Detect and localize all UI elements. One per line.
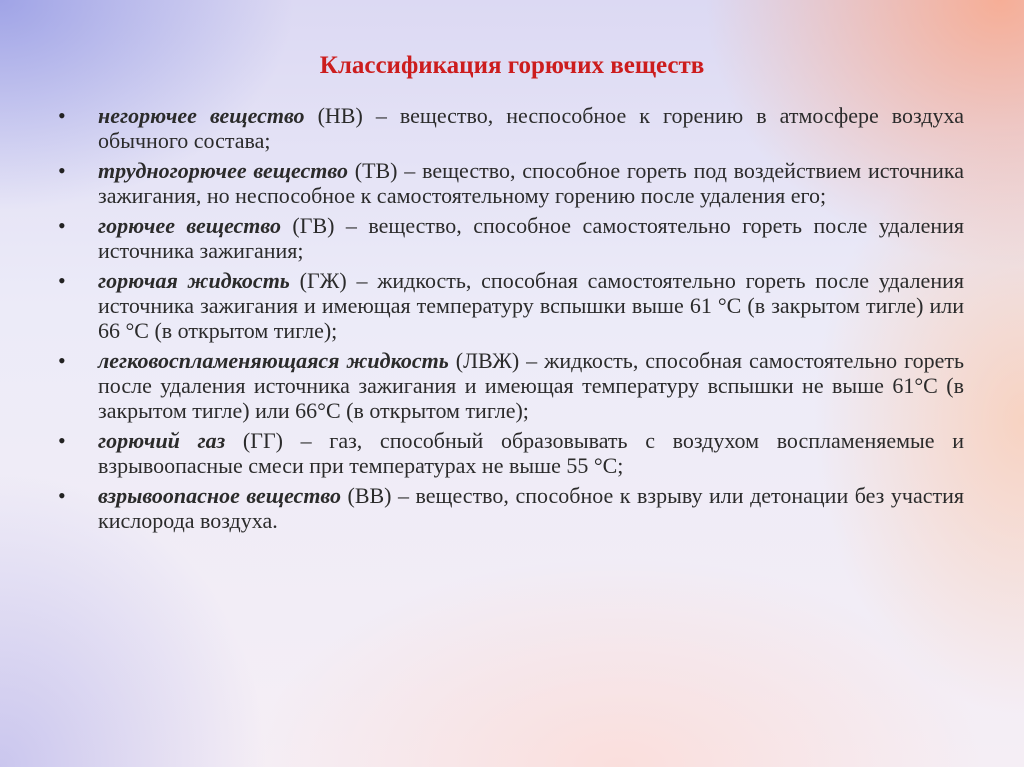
item-term: трудногорючее вещество — [98, 158, 348, 183]
item-definition: (ЛВЖ) – жидкость, способная самостоятельно гореть после удаления источника зажигания и имеющая температуру вспышки не выше 61°С (в закрытом тигле) или 66°С (в открытом тигле); — [98, 348, 965, 423]
item-text — [98, 103, 964, 153]
list-item — [58, 428, 964, 478]
list-item — [58, 483, 964, 533]
item-definition: (НВ) – вещество, неспособное к горению в атмосфере воздуха обычного состава; — [98, 103, 964, 153]
list-item — [58, 103, 964, 153]
bullet-icon: • — [58, 213, 66, 238]
item-definition: (ГЖ) – жидкость, способная самостоятельно гореть после удаления источника зажигания и имеющая температуру вспышки выше 61 °С (в закрытом тигле) или 66 °С (в открытом тигле); — [98, 268, 964, 343]
bullet-icon: • — [58, 158, 66, 183]
item-text — [98, 483, 964, 533]
bullet-icon: • — [58, 348, 66, 373]
list-item — [58, 268, 964, 343]
item-term: негорючее вещество — [98, 103, 305, 128]
item-term: горючий газ — [98, 428, 226, 453]
item-term: горючее вещество — [98, 213, 281, 238]
bullet-icon: • — [58, 428, 66, 453]
definition-list — [58, 103, 964, 538]
item-term: легковоспламеняющаяся жидкость — [98, 348, 449, 373]
bullet-icon: • — [58, 103, 66, 128]
item-text — [98, 348, 964, 423]
item-text — [98, 428, 964, 478]
bullet-icon: • — [58, 483, 66, 508]
slide-title: Классификация горючих веществ — [319, 52, 705, 79]
item-term: взрывоопасное вещество — [98, 483, 341, 508]
bullet-icon: • — [58, 268, 66, 293]
item-definition: (ГВ) – вещество, способное самостоятельно гореть после удаления источника зажигания; — [98, 213, 964, 263]
item-definition: (ГГ) – газ, способный образовывать с воздухом воспламеняемые и взрывоопасные смеси при температурах не выше 55 °С; — [98, 428, 964, 478]
item-definition: (ВВ) – вещество, способное к взрыву или детонации без участия кислорода воздуха. — [98, 483, 964, 533]
item-text — [98, 268, 964, 343]
item-text — [98, 158, 964, 208]
item-definition: (ТВ) – вещество, способное гореть под воздействием источника зажигания, но неспособное к самостоятельному горению после удаления его; — [98, 158, 964, 208]
list-item — [58, 348, 964, 423]
item-term: горючая жидкость — [98, 268, 290, 293]
item-text — [98, 213, 964, 263]
list-item — [58, 158, 964, 208]
list-item — [58, 213, 964, 263]
